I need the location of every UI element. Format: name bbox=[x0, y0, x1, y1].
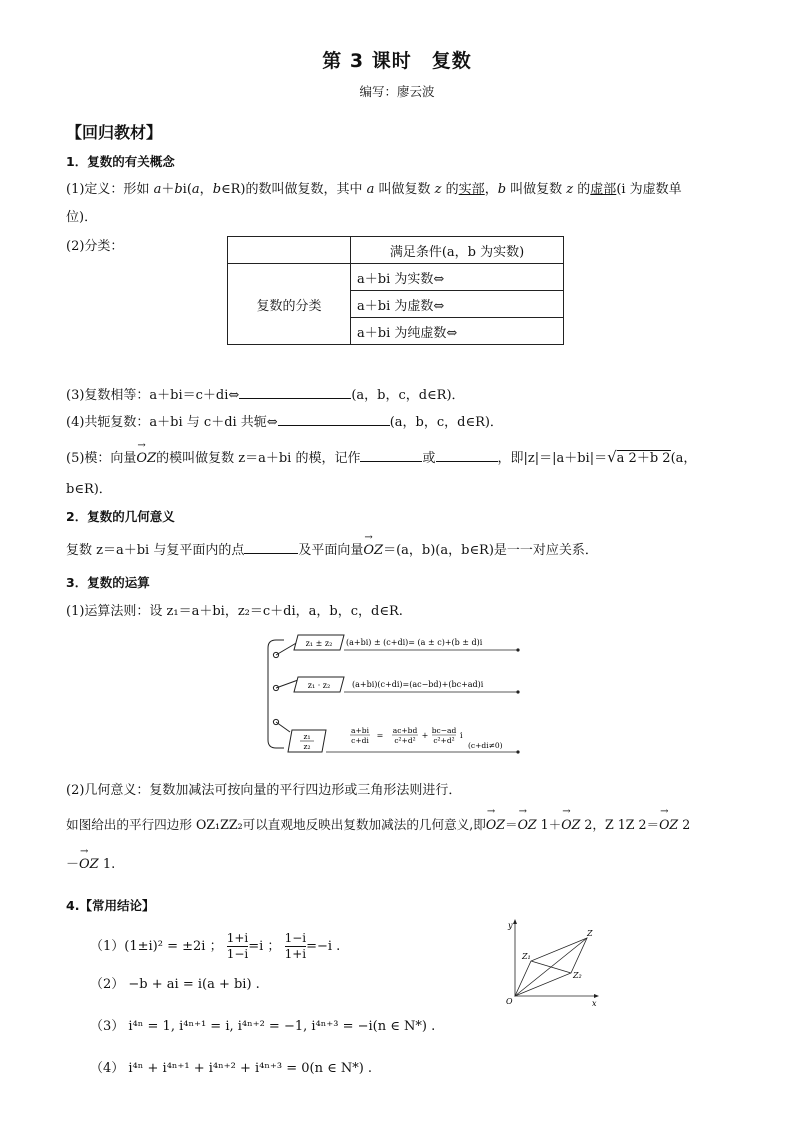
origin-label: O bbox=[506, 997, 513, 1006]
formula-div-mnum: ac+bd bbox=[392, 726, 418, 735]
blank-field bbox=[239, 386, 351, 399]
table-cell-imag: a＋bi 为虚数⇔ bbox=[351, 291, 564, 318]
modulus-line-cont: b∈R)． bbox=[66, 482, 112, 497]
vector-oz: → OZ bbox=[136, 451, 156, 466]
formula-div-lnum: a+bi bbox=[351, 726, 369, 735]
definition-line-cont: 位)． bbox=[66, 210, 98, 225]
op-label-mul: z₁ · z₂ bbox=[307, 681, 331, 690]
table-header: 满足条件(a，b 为实数) bbox=[351, 237, 564, 264]
operations-diagram bbox=[262, 632, 524, 760]
real-part-term: 实部 bbox=[458, 182, 485, 197]
formula-mul: (a+bi)(c+di)=(ac−bd)+(bc+ad)i bbox=[352, 680, 484, 689]
axis-x-label: x bbox=[592, 999, 597, 1008]
formula-div-plus: + bbox=[421, 731, 429, 740]
geometric-meaning-line: (2)几何意义：复数加减法可按向量的平行四边形或三角形法则进行． bbox=[66, 783, 462, 798]
formula-add: (a+bi) ± (c+di)= (a ± c)+(b ± d)i bbox=[346, 638, 483, 647]
vector-oz: → OZ bbox=[363, 543, 383, 558]
classification-table bbox=[227, 236, 564, 345]
equal-line: (3)复数相等：a＋bi＝c＋di⇔ (a，b，c，d∈R)． bbox=[66, 388, 465, 403]
geometric-line: 复数 z＝a＋bi 与复平面内的点 及平面向量→ OZ＝(a，b)(a，b∈R)是一一对应关系． bbox=[66, 539, 598, 558]
blank-field bbox=[436, 449, 498, 462]
axis-y-label: y bbox=[508, 921, 513, 930]
formula-div-rnum: bc−ad bbox=[431, 726, 457, 735]
modulus-line: (5)模：向量→ OZ的模叫做复数 z＝a＋bi 的模，记作 或 ，即|z|＝|a＋bi|＝√a 2＋b 2(a， bbox=[66, 447, 696, 466]
point-z1-label: Z₁ bbox=[522, 952, 531, 961]
heading-operations: 3．复数的运算 bbox=[66, 575, 150, 590]
rule-line: (1)运算法则：设 z₁＝a＋bi，z₂＝c＋di，a，b，c，d∈R. bbox=[66, 604, 403, 619]
op-label-div-den: z₂ bbox=[303, 742, 311, 751]
heading-concepts: 1．复数的有关概念 bbox=[66, 154, 175, 169]
heading-geometric: 2．复数的几何意义 bbox=[66, 509, 175, 524]
formula-div-eq: = bbox=[376, 731, 384, 740]
op-label-div-num: z₁ bbox=[303, 732, 311, 741]
formula-div-cond: (c+di≠0) bbox=[468, 741, 503, 750]
formula-div-mden: c²+d² bbox=[394, 736, 416, 745]
table-cell-real: a＋bi 为实数⇔ bbox=[351, 264, 564, 291]
parallelogram-figure bbox=[500, 916, 604, 1008]
sqrt-expression: a 2＋b 2 bbox=[616, 451, 671, 466]
conclusion-2: （2） −b + ai = i(a + bi) . bbox=[90, 977, 260, 992]
blank-field bbox=[244, 541, 298, 554]
point-z-label: Z bbox=[587, 929, 593, 938]
author-line: 编写：廖云波 bbox=[359, 84, 435, 99]
classify-label: (2)分类： bbox=[66, 239, 124, 254]
conclusion-3: （3） i⁴ⁿ = 1, i⁴ⁿ⁺¹ = i, i⁴ⁿ⁺² = −1, i⁴ⁿ⁺³ = −i(n ∈ N*) . bbox=[90, 1019, 436, 1034]
imag-part-term: 虚部 bbox=[590, 182, 617, 197]
conclusion-1: （1）(1±i)² = ±2i ； $\frac{1+i}{1-i}$ =i ； $\frac{1-i}{1+i}$ =−i . bbox=[90, 931, 341, 961]
formula-div-i: i bbox=[460, 731, 463, 740]
table-cell-pure: a＋bi 为纯虚数⇔ bbox=[351, 318, 564, 345]
op-label-add: z₁ ± z₂ bbox=[305, 639, 333, 648]
formula-div-lden: c+di bbox=[351, 736, 369, 745]
formula-div-rden: c²+d² bbox=[433, 736, 455, 745]
parallelogram-line: 如图给出的平行四边形 OZ₁ZZ₂可以直观地反映出复数加减法的几何意义,即→ OZ＝→ OZ 1＋→ OZ 2，Z 1Z 2＝→ OZ 2 bbox=[66, 814, 690, 833]
point-z2-label: Z₂ bbox=[573, 971, 582, 980]
conclusion-4: （4） i⁴ⁿ + i⁴ⁿ⁺¹ + i⁴ⁿ⁺² + i⁴ⁿ⁺³ = 0(n ∈ N*) . bbox=[90, 1061, 373, 1076]
parallelogram-line-cont: －→ OZ 1. bbox=[66, 853, 115, 872]
table-row-label: 复数的分类 bbox=[228, 264, 351, 345]
section-heading: 【回归教材】 bbox=[66, 123, 163, 142]
conjugate-line: (4)共轭复数：a＋bi 与 c＋di 共轭⇔ (a，b，c，d∈R)． bbox=[66, 415, 503, 430]
blank-field bbox=[360, 449, 422, 462]
page-title: 第 3 课时 复数 bbox=[322, 50, 472, 72]
definition-line: (1)定义：形如 a＋bi(a，b∈R)的数叫做复数，其中 a 叫做复数 z 的实部，b 叫做复数 z 的虚部(i 为虚数单 bbox=[66, 182, 682, 197]
heading-conclusions: 4.【常用结论】 bbox=[66, 898, 155, 913]
blank-field bbox=[278, 413, 390, 426]
